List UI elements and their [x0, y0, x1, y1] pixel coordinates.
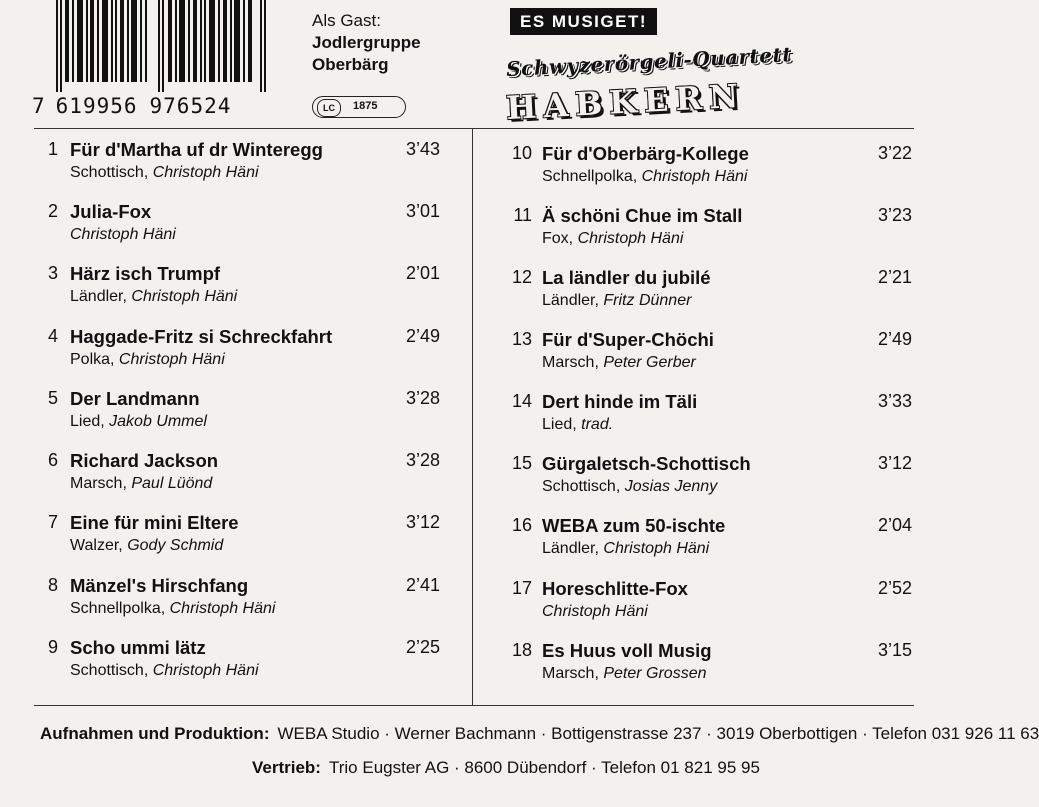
track-number: 9 [47, 637, 58, 657]
track-composer: Christoph Häni [152, 164, 259, 181]
track-duration: 3’28 [405, 450, 440, 470]
track-number: 6 [47, 450, 58, 470]
track-title: Ä schöni Chue im Stall [542, 205, 743, 226]
lc-number: 1875 [353, 100, 378, 112]
track-composer: trad. [581, 416, 614, 433]
track-18 [508, 640, 928, 692]
label-code [312, 96, 406, 118]
bottom-divider [34, 705, 914, 706]
track-duration: 2’25 [405, 637, 440, 657]
track-duration: 3’01 [405, 201, 440, 221]
track-number: 11 [513, 205, 532, 225]
track-title: Für d'Super-Chöchi [542, 329, 714, 350]
track-number: 5 [47, 388, 58, 408]
track-12 [508, 267, 928, 319]
track-composer: Fritz Dünner [603, 292, 692, 309]
track-duration: 3’33 [877, 391, 912, 411]
album-title-badge [510, 8, 657, 35]
production-text: WEBA Studio · Werner Bachmann · Bottigenstrasse 237 · 3019 Oberbottigen · Telefon 031 926 11 63 [277, 724, 1039, 743]
track-style: Schottisch, [70, 164, 153, 181]
track-duration: 2’49 [877, 329, 912, 349]
production-label: Aufnahmen und Produktion: [40, 724, 270, 743]
track-info [542, 230, 683, 248]
track-title: Härz isch Trumpf [70, 263, 221, 284]
track-17 [508, 578, 928, 630]
barcode-number [32, 94, 231, 118]
track-style: Polka, [70, 351, 119, 368]
track-info [542, 292, 691, 310]
track-number: 16 [511, 515, 532, 535]
track-composer: Josias Jenny [624, 478, 718, 495]
track-duration: 3’15 [877, 640, 912, 660]
track-composer: Christoph Häni [542, 603, 648, 620]
album-title: ES MUSIGET! [520, 12, 648, 31]
track-info [70, 537, 223, 555]
track-composer: Peter Grossen [603, 665, 707, 682]
track-style: Ländler, [542, 292, 604, 309]
track-style: Schnellpolka, [542, 168, 642, 185]
barcode-bars [56, 0, 268, 92]
track-info [542, 665, 707, 683]
track-title: Eine für mini Eltere [70, 512, 239, 533]
track-title: Es Huus voll Musig [542, 640, 712, 661]
track-style: Schottisch, [70, 662, 153, 679]
track-info [542, 540, 709, 558]
track-duration: 3’22 [877, 143, 912, 163]
track-duration: 3’43 [405, 139, 440, 159]
track-3 [34, 263, 454, 315]
track-title: Dert hinde im Täli [542, 391, 698, 412]
track-title: Der Landmann [70, 388, 200, 409]
track-title: WEBA zum 50-ischte [542, 515, 726, 536]
track-number: 14 [511, 391, 532, 411]
track-style: Marsch, [70, 475, 132, 492]
track-composer: Christoph Häni [169, 600, 276, 617]
track-title: Scho ummi lätz [70, 637, 206, 658]
track-composer: Christoph Häni [641, 168, 748, 185]
track-14 [508, 391, 928, 443]
track-title: Julia-Fox [70, 201, 152, 222]
track-composer: Christoph Häni [118, 351, 225, 368]
track-composer: Christoph Häni [70, 226, 176, 243]
track-style: Schottisch, [542, 478, 625, 495]
track-style: Lied, [70, 413, 110, 430]
track-info [542, 354, 696, 372]
track-number: 17 [511, 578, 532, 598]
track-title: Horeschlitte-Fox [542, 578, 688, 599]
track-info [542, 478, 717, 496]
track-composer: Christoph Häni [131, 288, 238, 305]
track-1 [34, 139, 454, 191]
track-composer: Christoph Häni [577, 230, 684, 247]
band-logo [500, 8, 860, 128]
track-info [70, 475, 212, 493]
track-number: 3 [47, 263, 58, 283]
track-style: Fox, [542, 230, 578, 247]
guest-name-line1: Jodlergruppe [312, 33, 421, 52]
track-info [70, 351, 225, 369]
band-name: HABKERN [505, 76, 747, 128]
track-duration: 2’04 [877, 515, 912, 535]
guest-name-line2: Oberbärg [312, 55, 389, 74]
barcode [32, 0, 272, 118]
track-info [542, 603, 648, 621]
barcode-group-2: 976524 [149, 94, 232, 118]
track-title: La ländler du jubilé [542, 267, 711, 288]
track-number: 1 [47, 139, 58, 159]
track-number: 13 [511, 329, 532, 349]
distribution-credit [252, 758, 760, 778]
distribution-label: Vertrieb: [252, 758, 321, 777]
track-15 [508, 453, 928, 505]
track-info [542, 168, 747, 186]
track-number: 15 [511, 453, 532, 473]
track-4 [34, 326, 454, 378]
lc-logo: LC [317, 99, 341, 117]
track-7 [34, 512, 454, 564]
guest-credit [312, 10, 421, 76]
track-number: 18 [511, 640, 532, 660]
track-info [70, 600, 275, 618]
track-title: Für d'Oberbärg-Kollege [542, 143, 749, 164]
track-number: 7 [47, 512, 58, 532]
track-composer: Christoph Häni [152, 662, 259, 679]
track-duration: 2’21 [877, 267, 912, 287]
track-style: Walzer, [70, 537, 128, 554]
production-credit [40, 724, 1039, 744]
track-composer: Jakob Ummel [109, 413, 207, 430]
track-style: Schnellpolka, [70, 600, 170, 617]
track-info [70, 226, 176, 244]
track-9 [34, 637, 454, 689]
track-13 [508, 329, 928, 381]
barcode-group-1: 619956 [55, 94, 138, 118]
track-duration: 3’12 [877, 453, 912, 473]
track-duration: 3’28 [405, 388, 440, 408]
track-number: 12 [511, 267, 532, 287]
track-5 [34, 388, 454, 440]
track-info [70, 164, 259, 182]
track-style: Marsch, [542, 665, 604, 682]
track-style: Lied, [542, 416, 582, 433]
track-6 [34, 450, 454, 502]
column-divider [472, 128, 473, 705]
track-11 [508, 205, 928, 257]
track-duration: 3’23 [877, 205, 912, 225]
track-duration: 2’52 [877, 578, 912, 598]
track-composer: Peter Gerber [603, 354, 696, 371]
track-title: Mänzel's Hirschfang [70, 575, 249, 596]
track-title: Richard Jackson [70, 450, 219, 471]
track-info [542, 416, 613, 434]
track-composer: Gody Schmid [127, 537, 224, 554]
track-duration: 2’01 [405, 263, 440, 283]
track-number: 8 [47, 575, 58, 595]
track-style: Ländler, [70, 288, 132, 305]
track-composer: Christoph Häni [603, 540, 710, 557]
band-type: Schwyzerörgeli-Quartett [505, 42, 793, 82]
track-style: Ländler, [542, 540, 604, 557]
track-duration: 2’49 [405, 326, 440, 346]
track-duration: 2’41 [405, 575, 440, 595]
track-style: Marsch, [542, 354, 604, 371]
track-8 [34, 575, 454, 627]
guest-label: Als Gast: [312, 11, 381, 30]
top-divider [34, 128, 914, 129]
track-title: Haggade-Fritz si Schreckfahrt [70, 326, 333, 347]
track-16 [508, 515, 928, 567]
track-info [70, 662, 259, 680]
track-number: 10 [511, 143, 532, 163]
track-info [70, 288, 237, 306]
track-2 [34, 201, 454, 253]
track-title: Für d'Martha uf dr Winteregg [70, 139, 323, 160]
track-duration: 3’12 [405, 512, 440, 532]
track-10 [508, 143, 928, 195]
track-number: 2 [47, 201, 58, 221]
barcode-first-digit: 7 [32, 94, 46, 118]
track-composer: Paul Lüönd [131, 475, 213, 492]
track-number: 4 [47, 326, 58, 346]
track-info [70, 413, 207, 431]
track-title: Gürgaletsch-Schottisch [542, 453, 751, 474]
distribution-text: Trio Eugster AG · 8600 Dübendorf · Telefon 01 821 95 95 [328, 758, 760, 777]
